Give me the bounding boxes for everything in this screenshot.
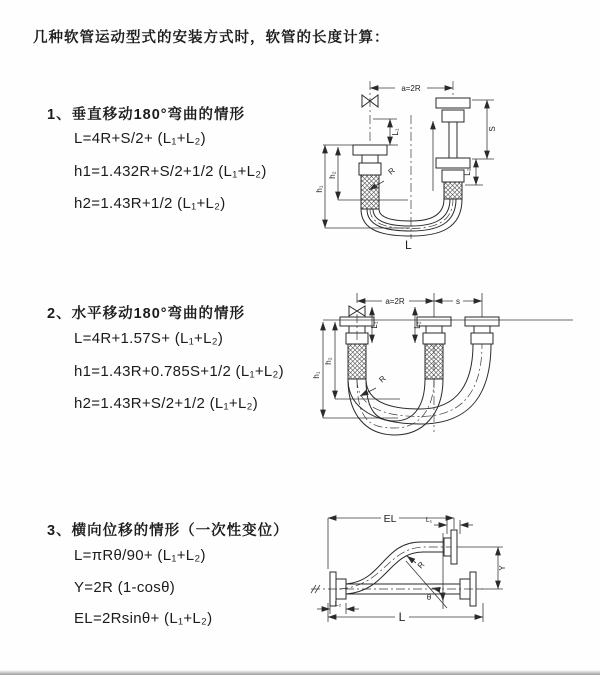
dim-label-radius: R bbox=[415, 560, 427, 571]
hose-u-bend-position2 bbox=[348, 344, 491, 424]
diagram-vertical-180-bend bbox=[313, 73, 568, 254]
left-pipe-fitting bbox=[340, 317, 374, 379]
dim-label-h2: h₂ bbox=[324, 357, 333, 365]
section1-heading: 1、垂直移动180°弯曲的情形 bbox=[47, 107, 246, 123]
dim-label-h2: h₂ bbox=[328, 171, 337, 179]
dim-label-el: EL bbox=[383, 513, 397, 525]
section1-formula-length: L=4R+S/2+ (L₁+L₂) bbox=[74, 130, 206, 147]
dim-label-theta: θ bbox=[426, 593, 432, 602]
dim-label-radius: R bbox=[377, 373, 388, 385]
section3-heading: 3、横向位移的情形（一次性变位） bbox=[47, 523, 289, 539]
centerlines bbox=[357, 314, 434, 432]
dim-label-l1: L₁ bbox=[370, 321, 379, 329]
diagram-lateral-displacement bbox=[303, 505, 590, 642]
section2-formula-h1: h1=1.43R+0.785S+1/2 (L₁+L₂) bbox=[74, 363, 284, 380]
dim-label-h1: h₁ bbox=[312, 371, 321, 379]
dim-label-l1: L₁ bbox=[391, 128, 400, 136]
dim-label-l1: L₁ bbox=[425, 517, 433, 524]
section2-formula-length: L=4R+1.57S+ (L₁+L₂) bbox=[74, 330, 224, 347]
dim-label-s: s bbox=[456, 297, 460, 306]
diagram-horizontal-180-bend bbox=[310, 287, 590, 452]
hose-displaced-s-curve bbox=[346, 542, 444, 594]
section2-heading: 2、水平移动180°弯曲的情形 bbox=[47, 306, 246, 322]
page-bottom-scan-shadow bbox=[0, 670, 600, 675]
section2-formula-h2: h2=1.43R+S/2+1/2 (L₁+L₂) bbox=[74, 395, 259, 412]
dim-label-l2: L₂ bbox=[413, 321, 422, 329]
dim-label-radius: R bbox=[386, 165, 397, 177]
dim-label-l2: L₂ bbox=[463, 168, 472, 176]
left-pipe-fitting bbox=[353, 145, 387, 209]
dim-label-h1: h₁ bbox=[315, 185, 324, 193]
section1-formula-h1: h1=1.432R+S/2+1/2 (L₁+L₂) bbox=[74, 163, 267, 180]
section3-formula-el: EL=2Rsinθ+ (L₁+L₂) bbox=[74, 610, 213, 627]
section3-formula-y: Y=2R (1-cosθ) bbox=[74, 579, 176, 596]
dim-label-a2r: a=2R bbox=[385, 297, 405, 306]
middle-pipe-fitting bbox=[417, 317, 451, 379]
page-title: 几种软管运动型式的安装方式时，软管的长度计算： bbox=[33, 30, 390, 46]
section1-formula-h2: h2=1.43R+1/2 (L₁+L₂) bbox=[74, 195, 226, 212]
section3-formula-length: L=πRθ/90+ (L₁+L₂) bbox=[74, 547, 206, 564]
dim-label-length: L bbox=[405, 238, 412, 252]
dim-label-a2r: a=2R bbox=[401, 84, 421, 93]
dim-label-length: L bbox=[398, 610, 406, 624]
dim-label-s: S bbox=[488, 126, 497, 132]
dim-label-l2: L₂ bbox=[334, 601, 342, 608]
right-pipe-fitting bbox=[436, 98, 470, 199]
right-pipe-fitting bbox=[465, 317, 499, 344]
dim-label-y: Y bbox=[498, 565, 507, 571]
